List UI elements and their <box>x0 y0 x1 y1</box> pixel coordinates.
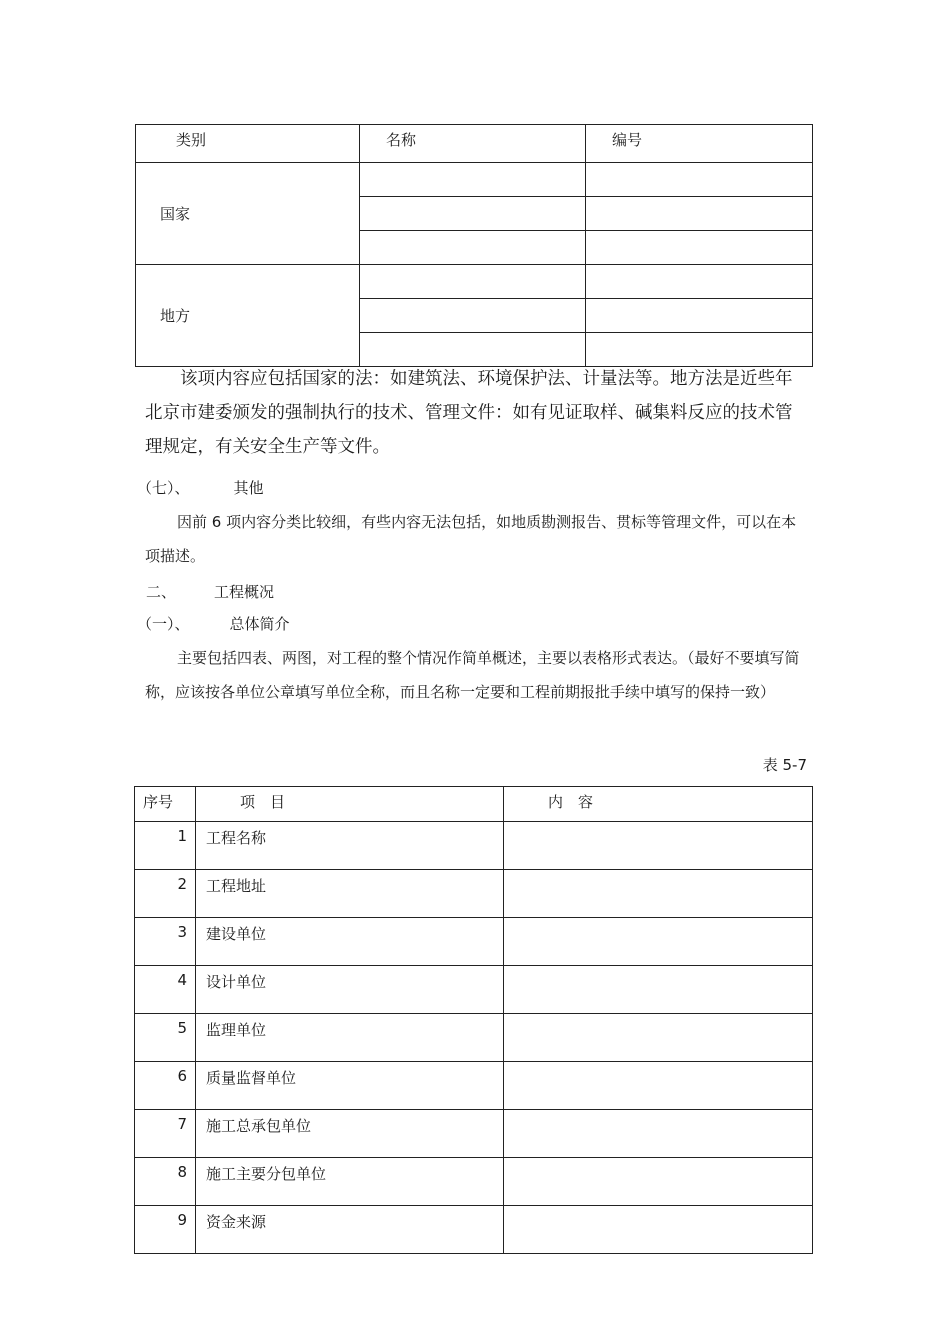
row-item: 设计单位 <box>196 966 504 1014</box>
row-item: 工程地址 <box>196 870 504 918</box>
table-row <box>135 1158 813 1206</box>
row-content <box>504 918 813 966</box>
table-cell <box>360 197 586 231</box>
table-cell <box>586 265 813 299</box>
table-row <box>135 1110 813 1158</box>
table-row <box>135 1014 813 1062</box>
section-title: 工程概况 <box>214 583 275 601</box>
row-number: 3 <box>135 918 196 966</box>
project-overview-table <box>134 786 813 1254</box>
table-cell <box>360 231 586 265</box>
table-row <box>135 1062 813 1110</box>
row-number: 7 <box>135 1110 196 1158</box>
header-seq: 序号 <box>135 787 196 822</box>
table-row <box>136 163 813 197</box>
paragraph-overview: 主要包括四表、两图，对工程的整个情况作简单概述，主要以表格形式表达。（最好不要填写简称，应该按各单位公章填写单位全称，而且名称一定要和工程前期报批手续中填写的保持一致） <box>145 649 800 701</box>
row-number: 6 <box>135 1062 196 1110</box>
category-national: 国家 <box>136 163 360 265</box>
category-local: 地方 <box>136 265 360 367</box>
table-cell <box>586 299 813 333</box>
row-item: 施工主要分包单位 <box>196 1158 504 1206</box>
section-number: （七）、 <box>137 479 190 497</box>
law-standards-table <box>135 124 813 367</box>
table-row <box>135 918 813 966</box>
header-name: 名称 <box>360 125 586 163</box>
section-heading-7 <box>137 477 264 498</box>
section-number: 二、 <box>146 583 177 601</box>
paragraph-other: 因前 6 项内容分类比较细，有些内容无法包括，如地质勘测报告、贯标等管理文件，可以在本项描述。 <box>145 513 797 565</box>
table-cell <box>586 163 813 197</box>
row-item: 工程名称 <box>196 822 504 870</box>
row-number: 1 <box>135 822 196 870</box>
row-content <box>504 822 813 870</box>
table-row <box>135 870 813 918</box>
paragraph-law-content: 该项内容应包括国家的法：如建筑法、环境保护法、计量法等。地方法是近些年北京市建委颁发的强制执行的技术、管理文件：如有见证取样、碱集料反应的技术管理规定，有关安全生产等文件。 <box>145 369 793 457</box>
row-content <box>504 966 813 1014</box>
table-header-row <box>136 125 813 163</box>
row-item: 监理单位 <box>196 1014 504 1062</box>
row-number: 5 <box>135 1014 196 1062</box>
row-item: 建设单位 <box>196 918 504 966</box>
table-row <box>135 822 813 870</box>
row-content <box>504 1014 813 1062</box>
table-row <box>136 265 813 299</box>
row-item: 质量监督单位 <box>196 1062 504 1110</box>
header-number: 编号 <box>586 125 813 163</box>
section-title: 总体简介 <box>229 615 290 633</box>
section-title: 其他 <box>233 479 264 497</box>
table-cell <box>360 265 586 299</box>
section-heading-2-1 <box>137 613 290 634</box>
row-content <box>504 1062 813 1110</box>
row-number: 2 <box>135 870 196 918</box>
row-content <box>504 1110 813 1158</box>
header-category: 类别 <box>136 125 360 163</box>
row-content <box>504 1206 813 1254</box>
table-row <box>135 966 813 1014</box>
table-cell <box>360 299 586 333</box>
row-number: 9 <box>135 1206 196 1254</box>
row-content <box>504 870 813 918</box>
header-content: 内 容 <box>504 787 813 822</box>
table-header-row <box>135 787 813 822</box>
row-number: 4 <box>135 966 196 1014</box>
section-heading-2 <box>146 581 274 602</box>
row-content <box>504 1158 813 1206</box>
row-number: 8 <box>135 1158 196 1206</box>
table-cell <box>360 163 586 197</box>
section-number: （一）、 <box>137 615 190 633</box>
row-item: 施工总承包单位 <box>196 1110 504 1158</box>
table-label: 表 5-7 <box>762 756 807 774</box>
row-item: 资金来源 <box>196 1206 504 1254</box>
header-item: 项 目 <box>196 787 504 822</box>
table-cell <box>586 197 813 231</box>
table-cell <box>586 231 813 265</box>
table-row <box>135 1206 813 1254</box>
